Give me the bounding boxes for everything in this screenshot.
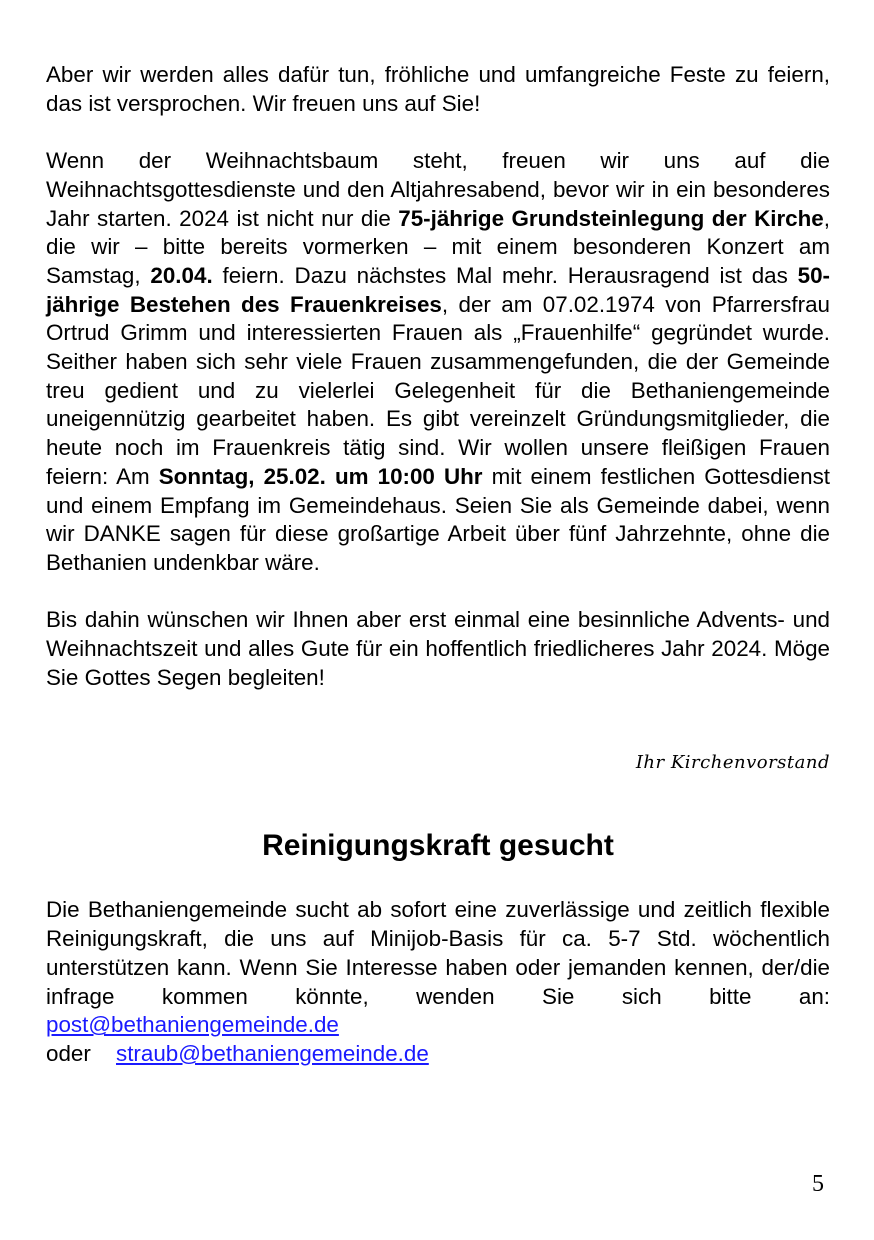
text-run: , die wir – bitte bereits vormerken – mit einem besonderen Konzert am Samstag, bbox=[46, 205, 830, 288]
paragraph-spacer bbox=[46, 578, 830, 607]
job-ad bbox=[46, 896, 830, 1068]
email-link-straub[interactable]: straub@bethaniengemeinde.de bbox=[116, 1040, 429, 1066]
paragraph-spacer bbox=[46, 692, 830, 749]
bold-church-anniversary: 75-jährige Grundsteinlegung der Kirche bbox=[398, 205, 824, 231]
page-number: 5 bbox=[812, 1171, 824, 1197]
page-content bbox=[46, 61, 830, 1069]
text-run: mit einem festlichen Gottesdienst und einem Empfang im Gemeindehaus. Seien Sie als Gemeinde dabei, wenn wir DANKE sagen für diese großartige Arbeit über fünf Jahrzehnte, ohne die Bethanien undenkbar wäre. bbox=[46, 463, 830, 575]
text-run: feiern. Dazu nächstes Mal mehr. Herausragend ist das bbox=[212, 262, 798, 288]
email-link-post[interactable]: post@bethaniengemeinde.de bbox=[46, 1012, 339, 1038]
text-run: , der am 07.02.1974 von Pfarrersfrau Ortrud Grimm und interessierten Frauen als „Frauenhilfe“ gegründet wurde. Seither haben sich sehr viele Frauen zusammengefunden, die der Gemeinde treu gedient und zu vielerlei Gelegenheit für die Bethaniengemeinde uneigennützig gearbeitet haben. Es gibt vereinzelt Gründungsmitglieder, die heute noch im Frauenkreis tätig sind. Wir wollen unsere fleißigen Frauen feiern: Am bbox=[46, 291, 830, 489]
signature: Ihr Kirchenvorstand bbox=[635, 752, 830, 774]
section-heading: Reinigungskraft gesucht bbox=[262, 829, 614, 863]
paragraph-spacer bbox=[46, 118, 830, 147]
job-ad-text bbox=[46, 896, 830, 1040]
oder-label: oder bbox=[46, 1040, 91, 1066]
text-run: Wenn der Weihnachtsbaum steht, freuen wir uns auf die Weihnachtsgottesdienste und den Altjahresabend, bevor wir in ein besonderes Jahr starten. 2024 ist nicht nur die bbox=[46, 148, 830, 231]
paragraph-wishes: Bis dahin wünschen wir Ihnen aber erst einmal eine besinnliche Advents- und Weihnachtszeit und alles Gute für ein hoffentlich friedlicheres Jahr 2024. Möge Sie Gottes Segen begleiten! bbox=[46, 607, 830, 690]
bold-concert-date: 20.04. bbox=[150, 262, 213, 288]
job-ad-body: Die Bethaniengemeinde sucht ab sofort eine zuverlässige und zeitlich flexible Reinigungskraft, die uns auf Minijob-Basis für ca. 5-7 Std. wöchentlich unterstützen kann. Wenn Sie Interesse haben oder jemanden kennen, der/die infrage kommen könnte, wenden Sie sich bitte an: bbox=[46, 897, 830, 1009]
email-line-2 bbox=[46, 1040, 830, 1069]
bold-service-date: Sonntag, 25.02. um 10:00 Uhr bbox=[158, 463, 483, 489]
paragraph-festival: Aber wir werden alles dafür tun, fröhliche und umfangreiche Feste zu feiern, das ist versprochen. Wir freuen uns auf Sie! bbox=[46, 62, 830, 116]
paragraph-anniversaries bbox=[46, 147, 830, 578]
bold-frauenkreis-anniversary: 50-jährige Bestehen des Frauenkreises bbox=[46, 262, 830, 317]
